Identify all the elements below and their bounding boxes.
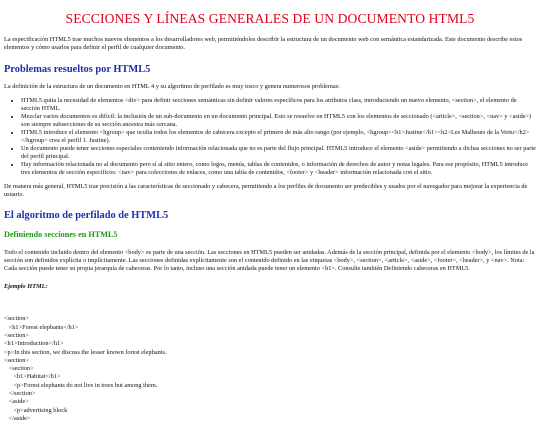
problems-lead-paragraph: La definición de la estructura de un documento en HTML 4 y su algoritmo de perfilado es muy tosco y genera numerosos problemas:: [4, 82, 340, 90]
page-title: SECCIONES Y LÍNEAS GENERALES DE UN DOCUMENTO HTML5: [65, 11, 475, 26]
list-item: • Mezclar varios documentos es difícil: la inclusión de un sub-documento en un documento principal. Esto se resuelve en HTML5 con los elementos de seccionado (<article>, <section>, <nav> y <aside>) son siempre subsecciones de su sección ancestra más cercana.: [21, 113, 536, 129]
example-title: Ejemplo HTML:: [4, 283, 48, 291]
list-item: • Un documento puede tener secciones especiales conteniendo información relacionada que no es parte del flujo principal. HTML5 introduce el elemento <aside> permitiendo a dichas secciones no ser parte del perfil principal.: [21, 145, 536, 161]
problems-closing-paragraph: De manera más general, HTML5 trae precisión a las características de seccionado y cabecera, permitiendo a los perfiles de documento ser predecibles y usados por el navegador para mejorar la experiencia de usuario.: [4, 183, 528, 199]
intro-paragraph: La especificación HTML5 trae muchos nuevos elementos a los desarrolladores web, permitiéndoles describir la estructura de un documento web con semántica estandarizada. Este documento describe estos elementos y cómo usarlos para definir el perfil de cualquier documento.: [4, 36, 523, 52]
section-heading-problems: Problemas resueltos por HTML5: [4, 64, 151, 76]
list-item: • HTML5 quita la necesidad de elementos <div> para definir secciones semánticas sin definir valores específicos para los atributos class, introduciendo un nuevo elemento, <section>, el elemento de sección HTML.: [21, 97, 536, 113]
list-item: • Hay información relacionada no al documento pero sí al sitio entero, como logos, menús, tablas de contenidos, o información de derechos de autor y notas legales. Para ese propósito, HTML5 introduce tres elementos de sección específicos: <nav> para colecciones de enlaces, como una tabla de contenidos, <footer> y <header> información relacionada con el sitio.: [21, 161, 536, 177]
problems-list: [4, 97, 536, 177]
subsection-heading-defining-sections: Definiendo secciones en HTML5: [4, 229, 118, 239]
list-item: • HTML5 introduce el elemento <hgroup> que oculta todos los elementos de cabecera excepto el primero de más alto rango (por ejemplo, <hgroup><h1>Justine</h1><h2>Les Malheurs de la Vertu</h2></hgroup> crea el perfil 1. Justine).: [21, 129, 536, 145]
section-heading-algorithm: El algoritmo de perfilado de HTML5: [4, 210, 169, 222]
example-code-block: <section> <h1>Forest elephants</h1> <section> <h1>Introduction</h1> <p>In this section, we discuss the lesser known forest elephants. <section> <section> <h1>Habitat</h1> <p>Forest elephants do not live in trees but among them. </section> <aside> <p>advertising block </aside>: [4, 315, 167, 422]
defining-sections-paragraph: Todo el contenido incluido dentro del elemento <body> es parte de una sección. Las secciones en HTML5 pueden ser anidadas. Además de la sección principal, definida por el elemento <body>, los límites de la sección son definidos explícita o implícitamente. Las secciones definidas explícitamente son el contenido definido en las etiquetas <body>, <section>, <article>, <aside>, <footer>, <header>, y <nav>. Nota: Cada sección puede tener su propia jerarquía de cabeceras. Por lo tanto, incluso una sección anidada puede tener un elemento <h1>. Consulte también Definiendo cabeceras en HTML5.: [4, 249, 535, 273]
